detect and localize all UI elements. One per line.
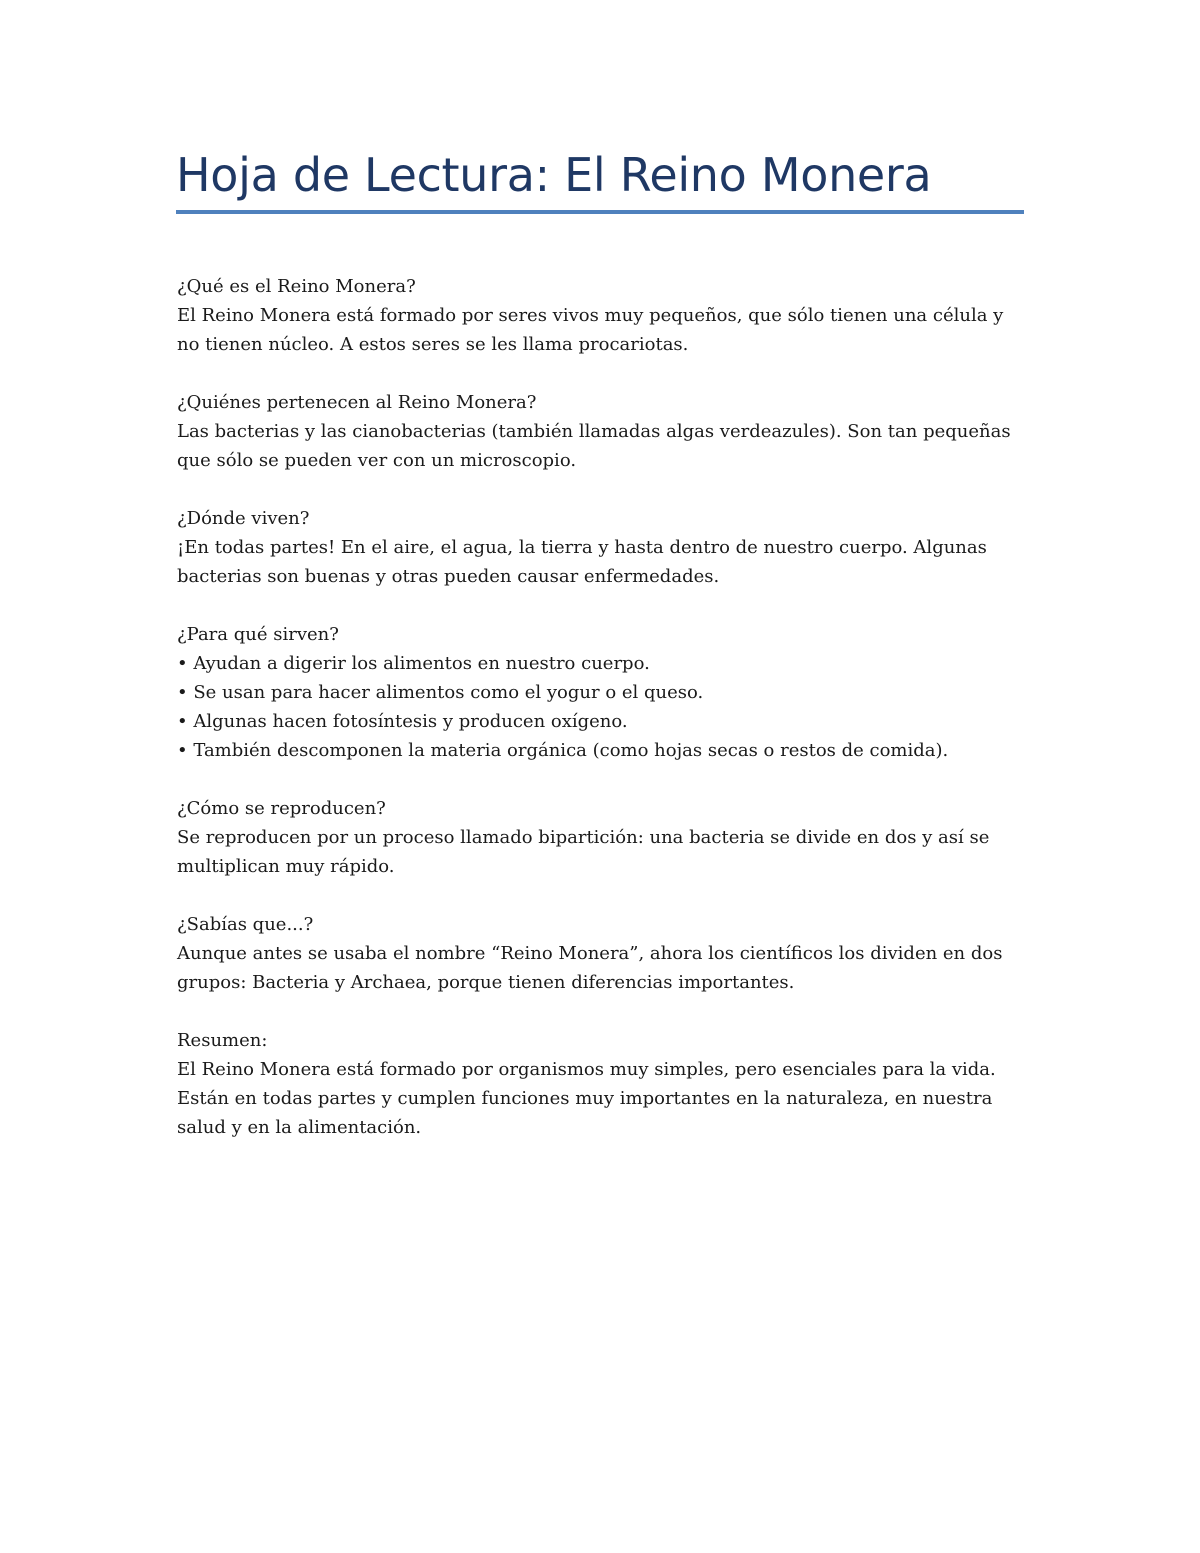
section-heading: ¿Cómo se reproducen? bbox=[177, 798, 386, 819]
section-paragraph: Se reproducen por un proceso llamado bipartición: una bacteria se divide en dos y así se multiplican muy rápido. bbox=[177, 827, 990, 877]
section-heading: ¿Dónde viven? bbox=[177, 508, 310, 529]
section-para-que bbox=[177, 620, 1017, 765]
section-paragraph: Las bacterias y las cianobacterias (también llamadas algas verdeazules). Son tan pequeñas que sólo se pueden ver con un microscopio. bbox=[177, 421, 1011, 471]
section-paragraph: El Reino Monera está formado por seres vivos muy pequeños, que sólo tienen una célula y no tienen núcleo. A estos seres se les llama procariotas. bbox=[177, 305, 1004, 355]
section-heading: ¿Para qué sirven? bbox=[177, 624, 339, 645]
section-que-es bbox=[177, 272, 1017, 359]
section-paragraph: El Reino Monera está formado por organismos muy simples, pero esenciales para la vida. Están en todas partes y cumplen funciones muy importantes en la naturaleza, en nuestra salud y en la alimentación. bbox=[177, 1059, 996, 1138]
section-heading: ¿Sabías que...? bbox=[177, 914, 314, 935]
section-paragraph: Aunque antes se usaba el nombre “Reino Monera”, ahora los científicos los dividen en dos grupos: Bacteria y Archaea, porque tienen diferencias importantes. bbox=[177, 943, 1003, 993]
bullet-item: • Se usan para hacer alimentos como el yogur o el queso. bbox=[177, 682, 704, 703]
document-body bbox=[177, 272, 1017, 1171]
section-donde bbox=[177, 504, 1017, 591]
section-quienes bbox=[177, 388, 1017, 475]
bullet-item: • Ayudan a digerir los alimentos en nuestro cuerpo. bbox=[177, 653, 650, 674]
title-underline bbox=[176, 210, 1024, 214]
page-title: Hoja de Lectura: El Reino Monera bbox=[176, 148, 932, 202]
section-reproduccion bbox=[177, 794, 1017, 881]
section-sabias-que bbox=[177, 910, 1017, 997]
bullet-item: • También descomponen la materia orgánica (como hojas secas o restos de comida). bbox=[177, 740, 949, 761]
section-resumen bbox=[177, 1026, 1017, 1142]
bullet-item: • Algunas hacen fotosíntesis y producen oxígeno. bbox=[177, 711, 628, 732]
section-heading: ¿Qué es el Reino Monera? bbox=[177, 276, 416, 297]
section-heading: ¿Quiénes pertenecen al Reino Monera? bbox=[177, 392, 537, 413]
section-heading: Resumen: bbox=[177, 1030, 268, 1051]
section-paragraph: ¡En todas partes! En el aire, el agua, la tierra y hasta dentro de nuestro cuerpo. Algunas bacterias son buenas y otras pueden causar enfermedades. bbox=[177, 537, 987, 587]
